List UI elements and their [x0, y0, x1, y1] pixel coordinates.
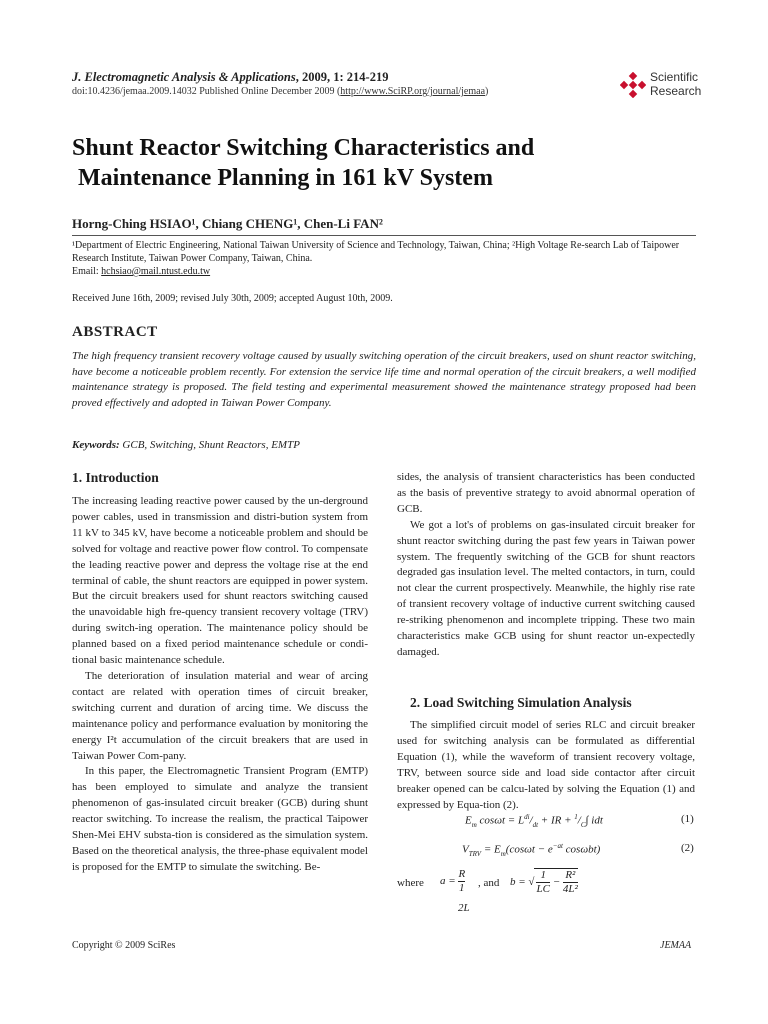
keywords-label: Keywords: — [72, 439, 120, 451]
paper-title — [72, 133, 712, 193]
section-heading-introduction: 1. Introduction — [72, 470, 159, 485]
doi-close: ) — [485, 86, 489, 97]
right-column-bottom — [397, 718, 695, 813]
email-line — [72, 266, 210, 277]
received-dates: Received June 16th, 2009; revised July 30th, 2009; accepted August 10th, 2009. — [72, 293, 393, 304]
equation-1: $E_m$ $\cos\omega t = L^{di}/_{dt}$ + IR + $^1/_C\int$ idt — [465, 813, 603, 829]
right-paragraph-1: sides, the analysis of transient characteristics has been conducted as the basis of preventive strategy to avoid abnormal operation of GCB. — [397, 471, 695, 515]
doi-text: doi:10.4236/jemaa.2009.14032 Published Online December 2009 ( — [72, 86, 341, 97]
affiliation: ¹Department of Electric Engineering, National Taiwan University of Science and Technology, Taiwan, China; ²High Voltage Re-search Lab of Taipower Research Institute, Taiwan Power Company, Taiwan, China. — [72, 240, 680, 264]
equation-b: b = √ $\frac{1}{LC}$ − $\frac{\text{R²}}{\text{4L²}}$ — [510, 869, 578, 895]
keywords — [72, 439, 300, 451]
email-label: Email: — [72, 266, 102, 277]
footer-journal-abbrev: JEMAA — [660, 940, 692, 951]
email-link[interactable]: hchsiao@mail.ntust.edu.tw — [101, 266, 211, 277]
footer-copyright: Copyright © 2009 SciRes — [72, 940, 176, 951]
equation-1-number: (1) — [681, 813, 694, 825]
left-column — [72, 494, 368, 876]
publisher-logo — [620, 70, 730, 102]
equation-2: $V_{TRV} = E_m(\cos\omega t - e^{-at}$ cosωbt) — [462, 842, 601, 858]
abstract-heading: ABSTRACT — [72, 324, 158, 340]
simulation-paragraph: The simplified circuit model of series RLC and circuit breaker used for switching analysis can be formulated as differential Equation (1), while the waveform of transient recovery voltage, TRV, between source side and load side contactor after circuit breaker opened can be calcu-lated by solving the Equation (1) and expressed by Equa-tion (2). — [397, 719, 695, 811]
intro-paragraph-1: The increasing leading reactive power caused by the un-derground power cables, used in transmission and distri-bution system from 11 kV to 345 kV, have become a noticeable problem and should be solved for voltage and reactive power flow control. To compensate the leading reactive power and depress the voltage rise at the end terminal of cable, the shunt reactors are equipped in power system. But the circuit breakers used for shunt reactors switching caused the unavoidable high fre-quency transient recovery voltage (TRV) during switch-ing operation. The maintenance policy should be planned based on a fixed period maintenance schedule or condi-tional basic maintenance schedule. — [72, 495, 368, 667]
right-paragraph-2: We got a lot's of problems on gas-insulated circuit breaker for shunt reactor switching during the past few years in Taiwan power system. The frequently switching of the GCB for shunt reactors degraded gas insulation level. The melted contactors, in turn, could not clear the current prospectively. Meanwhile, the highly rise rate of transient recovery voltage of inductive current switching caused re-striking phenomenon and incomplete tripping. These two main characteristics make GCB using for shunt reactor un-expectedly damaged. — [397, 518, 695, 658]
journal-url-link[interactable]: http://www.SciRP.org/journal/jemaa — [340, 86, 486, 97]
intro-paragraph-3: In this paper, the Electromagnetic Transient Program (EMTP) has been employed to simulate and analyze the transient phenomenon of gas-insulated circuit breaker (GCB) during shunt reactor switching. To increase the realism, the practical Taipower Shen-Mei EHV substa-tion is considered as the simulation system. Based on the theoretical analysis, the three-phase equivalent model is proposed for the EMTP to simulate the switching. Be- — [72, 765, 368, 873]
logo-text-line1: Scientific — [650, 70, 699, 84]
publisher-logo-icon — [620, 72, 646, 98]
journal-volume: , 2009, 1: 214-219 — [295, 70, 389, 84]
journal-name: J. Electromagnetic Analysis & Applications — [72, 70, 296, 84]
title-line1: Shunt Reactor Switching Characteristics and — [72, 135, 535, 161]
section-heading-simulation: 2. Load Switching Simulation Analysis — [410, 695, 632, 710]
journal-citation — [72, 70, 388, 85]
equation-a: a = $\frac{R}{1}$ — [440, 868, 466, 894]
where-label: where — [397, 877, 424, 889]
doi-line — [72, 86, 488, 97]
equation-2-number: (2) — [681, 842, 694, 854]
title-line2: Maintenance Planning in 161 kV System — [72, 165, 493, 191]
authors: Horng-Ching HSIAO¹, Chiang CHENG¹, Chen-Li FAN² — [72, 216, 383, 231]
right-column-top — [397, 470, 695, 661]
equation-a-denominator: 2L — [458, 902, 470, 914]
divider — [72, 235, 696, 236]
logo-text-line2: Research — [650, 84, 702, 98]
and-label: , and — [478, 877, 500, 889]
keywords-text: GCB, Switching, Shunt Reactors, EMTP — [119, 439, 300, 451]
intro-paragraph-2: The deterioration of insulation material and wear of arcing contact are related with operation times of circuit breaker, switching current and duration of arcing time. We discuss the maintenance policy and performance evaluation by monitoring the energy I²t accumulation of the circuit breakers that are used in Taiwan Power Com-pany. — [72, 669, 368, 762]
abstract-text: The high frequency transient recovery voltage caused by usually switching operation of the circuit breakers, used on shunt reactor switching, have become a noticeable problem recently. For extension the service life time and normal operation of the circuit breakers, a well modified maintenance strategy is proposed. The field testing and experimental measurement showed the maintenance strategy proposed had been proved effectively and adopted in Taiwan Power Company. — [72, 350, 696, 409]
